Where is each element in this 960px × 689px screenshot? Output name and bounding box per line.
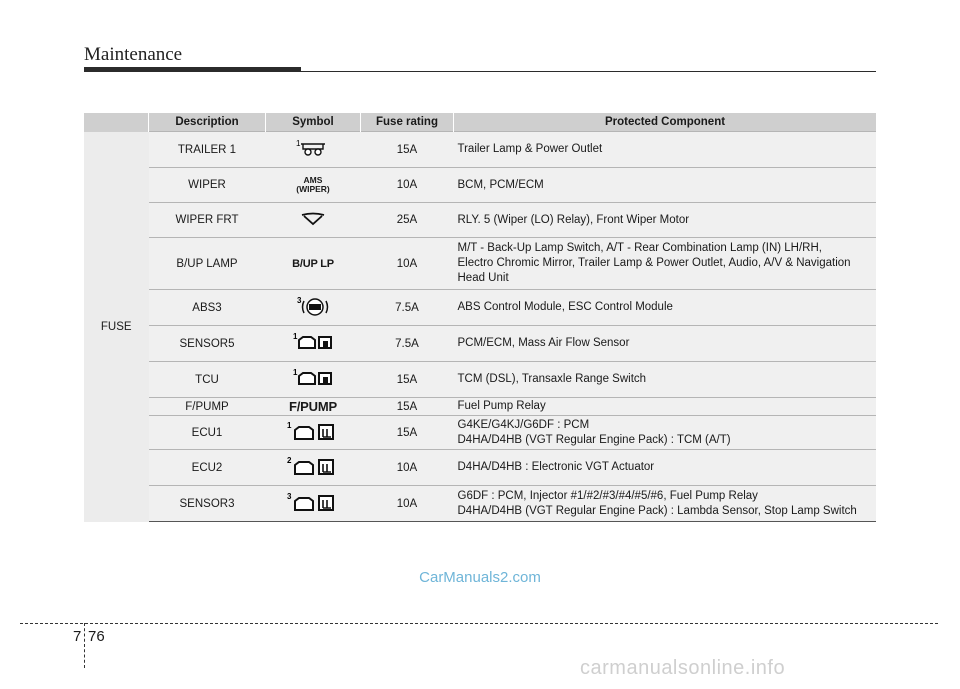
- rating-cell: 10A: [361, 486, 454, 522]
- protected-line: G4KE/G4KJ/G6DF : PCM: [457, 418, 590, 431]
- table-row: [84, 203, 876, 238]
- protected-line: PCM/ECM, Mass Air Flow Sensor: [457, 337, 630, 349]
- description-cell: TRAILER 1: [149, 132, 266, 168]
- header-rule-thick: [84, 67, 301, 72]
- symbol-cell: [266, 290, 361, 326]
- page-number: 76: [88, 628, 105, 645]
- protected-line: Head Unit: [457, 272, 509, 284]
- protected-cell: [454, 416, 877, 450]
- col-category: [84, 113, 149, 132]
- protected-cell: [454, 238, 877, 290]
- rating-cell: 15A: [361, 362, 454, 398]
- protected-line: Fuel Pump Relay: [457, 400, 546, 412]
- description-cell: SENSOR5: [149, 326, 266, 362]
- protected-cell: [454, 132, 877, 168]
- symbol-cell: [266, 203, 361, 238]
- rating-cell: 10A: [361, 168, 454, 203]
- symbol-cell: [266, 362, 361, 398]
- rating-cell: 15A: [361, 132, 454, 168]
- chapter-number: 7: [73, 628, 82, 645]
- table-row: [84, 132, 876, 168]
- protected-line: G6DF : PCM, Injector #1/#2/#3/#4/#5/#6, Fuel Pump Relay: [457, 489, 758, 502]
- footer-rule: [20, 623, 938, 624]
- symbol-number: 3: [287, 492, 292, 501]
- table-row: [84, 168, 876, 203]
- protected-line: D4HA/D4HB (VGT Regular Engine Pack) : TCM (A/T): [457, 433, 731, 446]
- rating-cell: 7.5A: [361, 326, 454, 362]
- table-row: [84, 486, 876, 522]
- symbol-number: 1: [296, 139, 301, 148]
- description-cell: ECU1: [149, 416, 266, 450]
- description-cell: ABS3: [149, 290, 266, 326]
- col-symbol: Symbol: [266, 113, 361, 132]
- symbol-number: 1: [287, 421, 292, 430]
- engine-ecu-icon: [283, 490, 343, 514]
- protected-cell: [454, 362, 877, 398]
- col-fuse-rating: Fuse rating: [361, 113, 454, 132]
- footer-divider: [84, 623, 85, 668]
- abs-icon: [293, 294, 333, 318]
- protected-cell: [454, 398, 877, 416]
- page-title: Maintenance: [84, 44, 183, 65]
- footer-brand: carmanualsonline.info: [580, 657, 786, 679]
- symbol-number: 1: [293, 368, 298, 377]
- symbol-cell: [266, 416, 361, 450]
- wiper-icon: [298, 211, 328, 227]
- table-row: [84, 238, 876, 290]
- description-cell: SENSOR3: [149, 486, 266, 522]
- protected-line: BCM, PCM/ECM: [457, 178, 544, 191]
- description-cell: TCU: [149, 362, 266, 398]
- symbol-cell: [266, 168, 361, 203]
- protected-line: M/T - Back-Up Lamp Switch, A/T - Rear Combination Lamp (IN) LH/RH,: [457, 242, 822, 254]
- description-cell: F/PUMP: [149, 398, 266, 416]
- description-cell: WIPER FRT: [149, 203, 266, 238]
- symbol-cell: [266, 132, 361, 168]
- symbol-cell: [266, 486, 361, 522]
- trailer-lamp-icon: [293, 137, 333, 159]
- protected-cell: [454, 486, 877, 522]
- description-cell: WIPER: [149, 168, 266, 203]
- rating-cell: 10A: [361, 238, 454, 290]
- table-row: [84, 450, 876, 486]
- protected-line: RLY. 5 (Wiper (LO) Relay), Front Wiper Motor: [457, 213, 690, 226]
- protected-cell: [454, 450, 877, 486]
- symbol-number: 2: [287, 456, 292, 465]
- ams-wiper-symbol: [296, 176, 330, 194]
- protected-cell: [454, 168, 877, 203]
- protected-cell: [454, 290, 877, 326]
- engine-ecu-icon: [283, 454, 343, 478]
- description-cell: ECU2: [149, 450, 266, 486]
- symbol-cell: [266, 450, 361, 486]
- symbol-cell: [266, 238, 361, 290]
- rating-cell: 7.5A: [361, 290, 454, 326]
- protected-line: TCM (DSL), Transaxle Range Switch: [457, 373, 647, 385]
- rating-cell: 25A: [361, 203, 454, 238]
- rating-cell: 15A: [361, 398, 454, 416]
- col-description: Description: [149, 113, 266, 132]
- backup-lamp-symbol: B/UP LP: [292, 257, 334, 270]
- table-row: [84, 290, 876, 326]
- watermark-link[interactable]: CarManuals2.com: [419, 569, 541, 586]
- rating-cell: 15A: [361, 416, 454, 450]
- rating-cell: 10A: [361, 450, 454, 486]
- description-cell: B/UP LAMP: [149, 238, 266, 290]
- symbol-number: 1: [293, 332, 298, 341]
- protected-line: Electro Chromic Mirror, Trailer Lamp & Power Outlet, Audio, A/V & Navigation: [457, 257, 851, 269]
- protected-cell: [454, 203, 877, 238]
- fuel-pump-symbol: F/PUMP: [289, 399, 337, 414]
- category-cell: FUSE: [84, 132, 149, 522]
- col-protected: Protected Component: [454, 113, 877, 132]
- protected-line: Trailer Lamp & Power Outlet: [457, 143, 603, 155]
- symbol-text-2: (WIPER): [296, 183, 330, 194]
- table-row: [84, 326, 876, 362]
- table-header-row: [84, 113, 876, 132]
- protected-line: D4HA/D4HB : Electronic VGT Actuator: [457, 461, 655, 473]
- header-rule-thin: [301, 71, 876, 72]
- symbol-cell: [266, 326, 361, 362]
- symbol-text: AMS: [303, 174, 323, 185]
- protected-cell: [454, 326, 877, 362]
- engine-sensor-icon: [287, 331, 339, 353]
- symbol-cell: [266, 398, 361, 416]
- symbol-number: 3: [297, 296, 302, 305]
- engine-ecu-icon: [283, 419, 343, 443]
- table-row: [84, 398, 876, 416]
- engine-transmission-icon: [287, 367, 339, 389]
- protected-line: ABS Control Module, ESC Control Module: [457, 301, 673, 313]
- fuse-table: [84, 113, 876, 522]
- protected-line: D4HA/D4HB (VGT Regular Engine Pack) : Lambda Sensor, Stop Lamp Switch: [457, 504, 857, 517]
- table-row: [84, 416, 876, 450]
- table-row: [84, 362, 876, 398]
